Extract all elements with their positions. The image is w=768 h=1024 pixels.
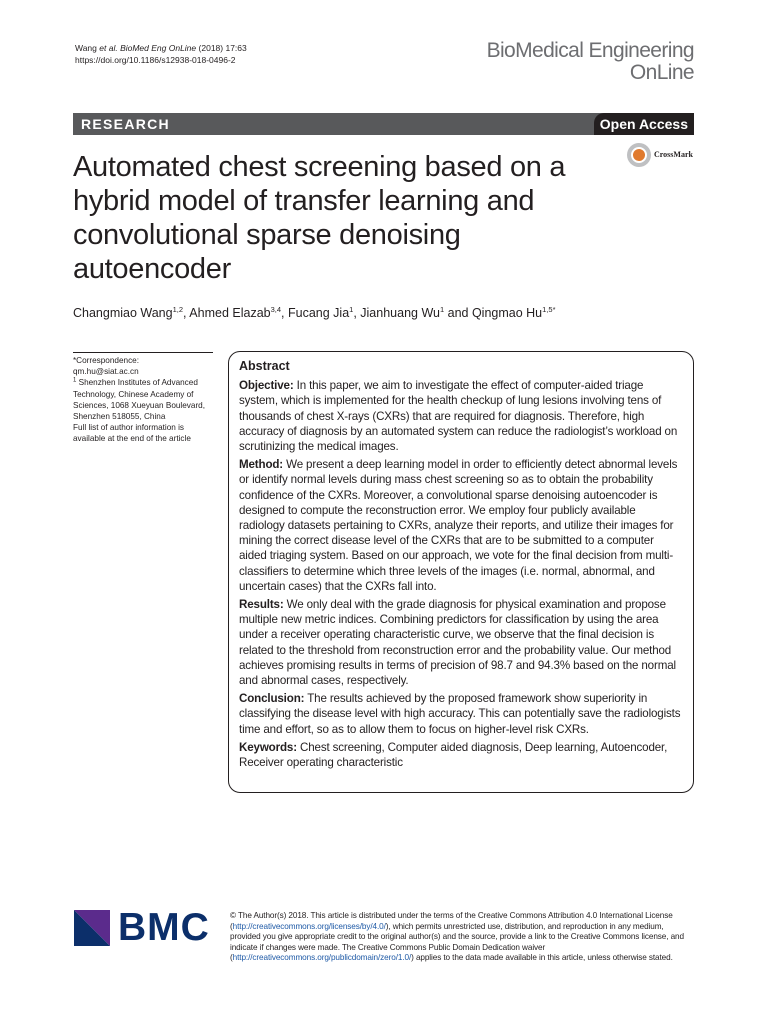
license-text: © The Author(s) 2018. This article is distributed under the terms of the Creative Commons Attribution 4.0 International License (http://creativecommons.org/licenses/by/4.0/), which permits unrestricted use, distribution, and reproduction in any medium, provided you give appropriate credit to the original author(s) and the source, provide a link to the Creative Commons license, and indicate if changes were made. The Creative Commons Public Domain Dedication waiver (http://creativecommons.org/publicdomain/zero/1.0/) applies to the data made available in this article, unless otherwise stated. — [230, 911, 684, 963]
affiliation-text: Shenzhen Institutes of Advanced Technology, Chinese Academy of Sciences, 1068 Xueyuan Boulevard, Shenzhen 518055, China — [73, 378, 205, 422]
journal-logo — [487, 40, 694, 84]
citation-etal: et al. — [99, 43, 118, 53]
abstract-section-text: We only deal with the grade diagnosis for physical examination and propose multiple new metric indices. Combining predictors for classification by using the area under a receiver operating characteristic curve, we observe that the final decision is related to the threshold from reconstruction error and the probability value. Our method achieves promising results in terms of precision of 98.7 and 94.3% based on the normal and abnormal cases, respectively. — [239, 598, 676, 688]
abstract-section-label: Conclusion: — [239, 692, 305, 706]
citation-journal: BioMed Eng OnLine — [117, 43, 197, 53]
abstract-section-text: We present a deep learning model in order to efficiently detect abnormal levels or identify normal levels during mass chest screening so as to obtain the probability confidence of the CXRs. Moreover, a convolutional sparse denoising autoencoder is designed to compute the reconstruction error. We employ four publicly available radiology datasets pertaining to CXRs, analyze their reports, and utilize their images for mining the correct disease level of the CXRs that are to be submitted to a computer aided triaging system. Based on our approach, we vote for the final decision from multi-classifiers to determine which three levels of the images (i.e. normal, abnormal, and uncertain cases) that the CXRs fall into. — [239, 458, 678, 593]
license-link[interactable]: http://creativecommons.org/licenses/by/4.0/ — [232, 921, 386, 931]
author-affiliation-sup: 1,5* — [542, 304, 556, 314]
journal-name-line1: BioMedical Engineering — [486, 39, 694, 62]
crossmark-icon — [627, 143, 651, 167]
abstract-section — [239, 457, 683, 594]
bmc-logo-text: BMC — [118, 906, 210, 949]
abstract-section-text: The results achieved by the proposed framework show superiority in classifying the disease level with high accuracy. This can potentially save the radiologists time and effort, so as to allow them to focus on higher-level risk CXRs. — [239, 692, 681, 736]
bmc-logo — [74, 906, 214, 949]
author-name: Fucang Jia — [288, 306, 350, 320]
author-separator: , — [281, 306, 288, 320]
open-access-badge: Open Access — [594, 113, 694, 135]
abstract-box — [228, 351, 694, 793]
citation-year: (2018) 17:63 — [198, 43, 247, 53]
author-name: Jianhuang Wu — [360, 306, 440, 320]
abstract-section-text: In this paper, we aim to investigate the effect of computer-aided triage system, which is implemented for the health checkup of lung lesions involving tens of thousands of chest X-rays (CXRs) that are required for diagnosis. Therefore, high accuracy of diagnosis by an automated system can reduce the radiologist’s workload on scrutinizing the medical images. — [239, 379, 678, 454]
author-name: Changmiao Wang — [73, 306, 173, 320]
author-affiliation-sup: 1 — [349, 304, 354, 314]
doi-link[interactable]: https://doi.org/10.1186/s12938-018-0496-2 — [75, 55, 236, 65]
abstract-heading: Abstract — [239, 359, 290, 373]
affiliation-number: 1 — [73, 377, 77, 384]
crossmark-button[interactable] — [627, 143, 697, 167]
abstract-section-label: Method: — [239, 458, 284, 472]
journal-name-line2: OnLine — [629, 61, 694, 84]
abstract-section-text: Chest screening, Computer aided diagnosis, Deep learning, Autoencoder, Receiver operating characteristic — [239, 740, 668, 770]
abstract-section — [239, 597, 683, 688]
author-info-note: Full list of author information is available at the end of the article — [73, 423, 191, 444]
affiliation — [73, 377, 213, 422]
abstract-section-label: Results: — [239, 598, 284, 612]
author-separator: , — [183, 306, 190, 320]
citation-line: Wang et al. BioMed Eng OnLine (2018) 17:63 — [75, 43, 247, 53]
correspondence-sidebar — [73, 352, 213, 445]
author-affiliation-sup: 1,2 — [172, 304, 184, 314]
citation-header — [75, 42, 247, 66]
bmc-logo-icon — [74, 910, 110, 946]
abstract-sections — [239, 378, 683, 770]
author-affiliation-sup: 1 — [439, 304, 445, 314]
abstract-section-label: Objective: — [239, 379, 294, 393]
author-separator: , — [353, 306, 361, 320]
author-name: Ahmed Elazab — [189, 306, 271, 320]
author-list — [73, 306, 556, 320]
section-label: RESEARCH — [81, 116, 170, 132]
correspondence-email[interactable]: qm.hu@siat.ac.cn — [73, 367, 139, 377]
abstract-section — [239, 378, 683, 454]
cc0-link[interactable]: http://creativecommons.org/publicdomain/zero/1.0/ — [232, 953, 412, 963]
crossmark-label: CrossMark — [654, 150, 693, 159]
abstract-section — [239, 740, 683, 770]
abstract-section-label: Keywords: — [239, 740, 297, 754]
author-name: Qingmao Hu — [471, 306, 543, 320]
author-separator: and — [444, 306, 472, 320]
correspondence-label: *Correspondence: — [73, 356, 139, 365]
section-banner — [73, 113, 694, 135]
article-title: Automated chest screening based on a hybrid model of transfer learning and convolutional sparse denoising autoencoder — [73, 151, 566, 285]
author-affiliation-sup: 3,4 — [270, 304, 282, 314]
abstract-section — [239, 691, 683, 737]
